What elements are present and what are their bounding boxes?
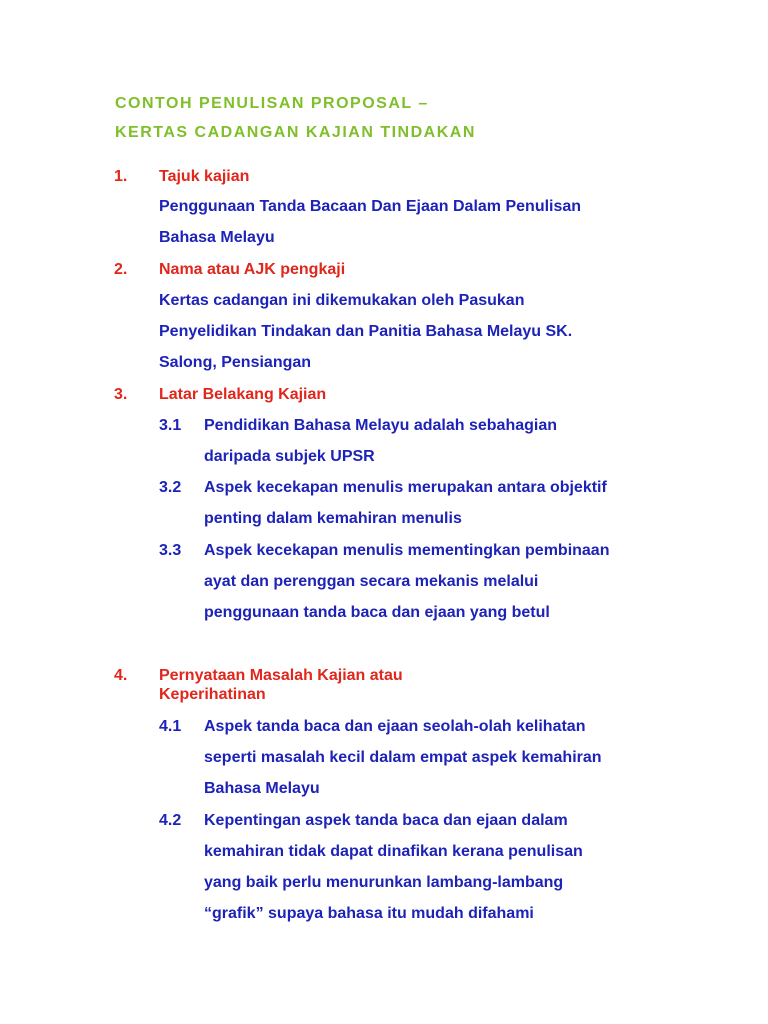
item-3-2-number: 3.2 xyxy=(159,479,182,496)
section-2-body-line: Salong, Pensiangan xyxy=(159,354,312,371)
item-3-1-number: 3.1 xyxy=(159,417,182,434)
section-1-title: Tajuk kajian xyxy=(159,168,250,185)
item-4-2-number: 4.2 xyxy=(159,812,182,829)
section-4-title-line: Pernyataan Masalah Kajian atau xyxy=(159,667,403,684)
section-1-body-line: Penggunaan Tanda Bacaan Dan Ejaan Dalam Penulisan xyxy=(159,198,582,215)
section-1-body-line: Bahasa Melayu xyxy=(159,229,275,246)
item-3-3-line: ayat dan perenggan secara mekanis melalui xyxy=(204,573,539,590)
item-3-1-line: Pendidikan Bahasa Melayu adalah sebahagian xyxy=(204,417,558,434)
section-2-body-line: Penyelidikan Tindakan dan Panitia Bahasa Melayu SK. xyxy=(159,323,573,340)
document-heading-line2: KERTAS CADANGAN KAJIAN TINDAKAN xyxy=(115,124,476,141)
section-4-title-line: Keperihatinan xyxy=(159,686,266,703)
item-4-2-line: kemahiran tidak dapat dinafikan kerana penulisan xyxy=(204,843,583,860)
item-4-1-number: 4.1 xyxy=(159,718,182,735)
section-1-number: 1. xyxy=(114,168,128,185)
section-3-number: 3. xyxy=(114,386,128,403)
item-4-2-line: “grafik” supaya bahasa itu mudah difahami xyxy=(204,905,534,922)
item-3-2-line: penting dalam kemahiran menulis xyxy=(204,510,462,527)
item-4-1-line: Aspek tanda baca dan ejaan seolah-olah kelihatan xyxy=(204,718,586,735)
item-4-2-line: Kepentingan aspek tanda baca dan ejaan dalam xyxy=(204,812,568,829)
section-3-title: Latar Belakang Kajian xyxy=(159,386,327,403)
section-2-number: 2. xyxy=(114,261,128,278)
item-4-1-line: seperti masalah kecil dalam empat aspek kemahiran xyxy=(204,749,602,766)
section-4-number: 4. xyxy=(114,667,128,684)
item-4-1-line: Bahasa Melayu xyxy=(204,780,320,797)
item-3-3-line: penggunaan tanda baca dan ejaan yang betul xyxy=(204,604,550,621)
item-3-1-line: daripada subjek UPSR xyxy=(204,448,375,465)
item-4-2-line: yang baik perlu menurunkan lambang-lambang xyxy=(204,874,564,891)
document-heading-line1: CONTOH PENULISAN PROPOSAL – xyxy=(115,95,429,112)
section-2-title: Nama atau AJK pengkaji xyxy=(159,261,346,278)
item-3-3-number: 3.3 xyxy=(159,542,182,559)
item-3-3-line: Aspek kecekapan menulis mementingkan pembinaan xyxy=(204,542,610,559)
section-2-body-line: Kertas cadangan ini dikemukakan oleh Pasukan xyxy=(159,292,525,309)
item-3-2-line: Aspek kecekapan menulis merupakan antara objektif xyxy=(204,479,607,496)
